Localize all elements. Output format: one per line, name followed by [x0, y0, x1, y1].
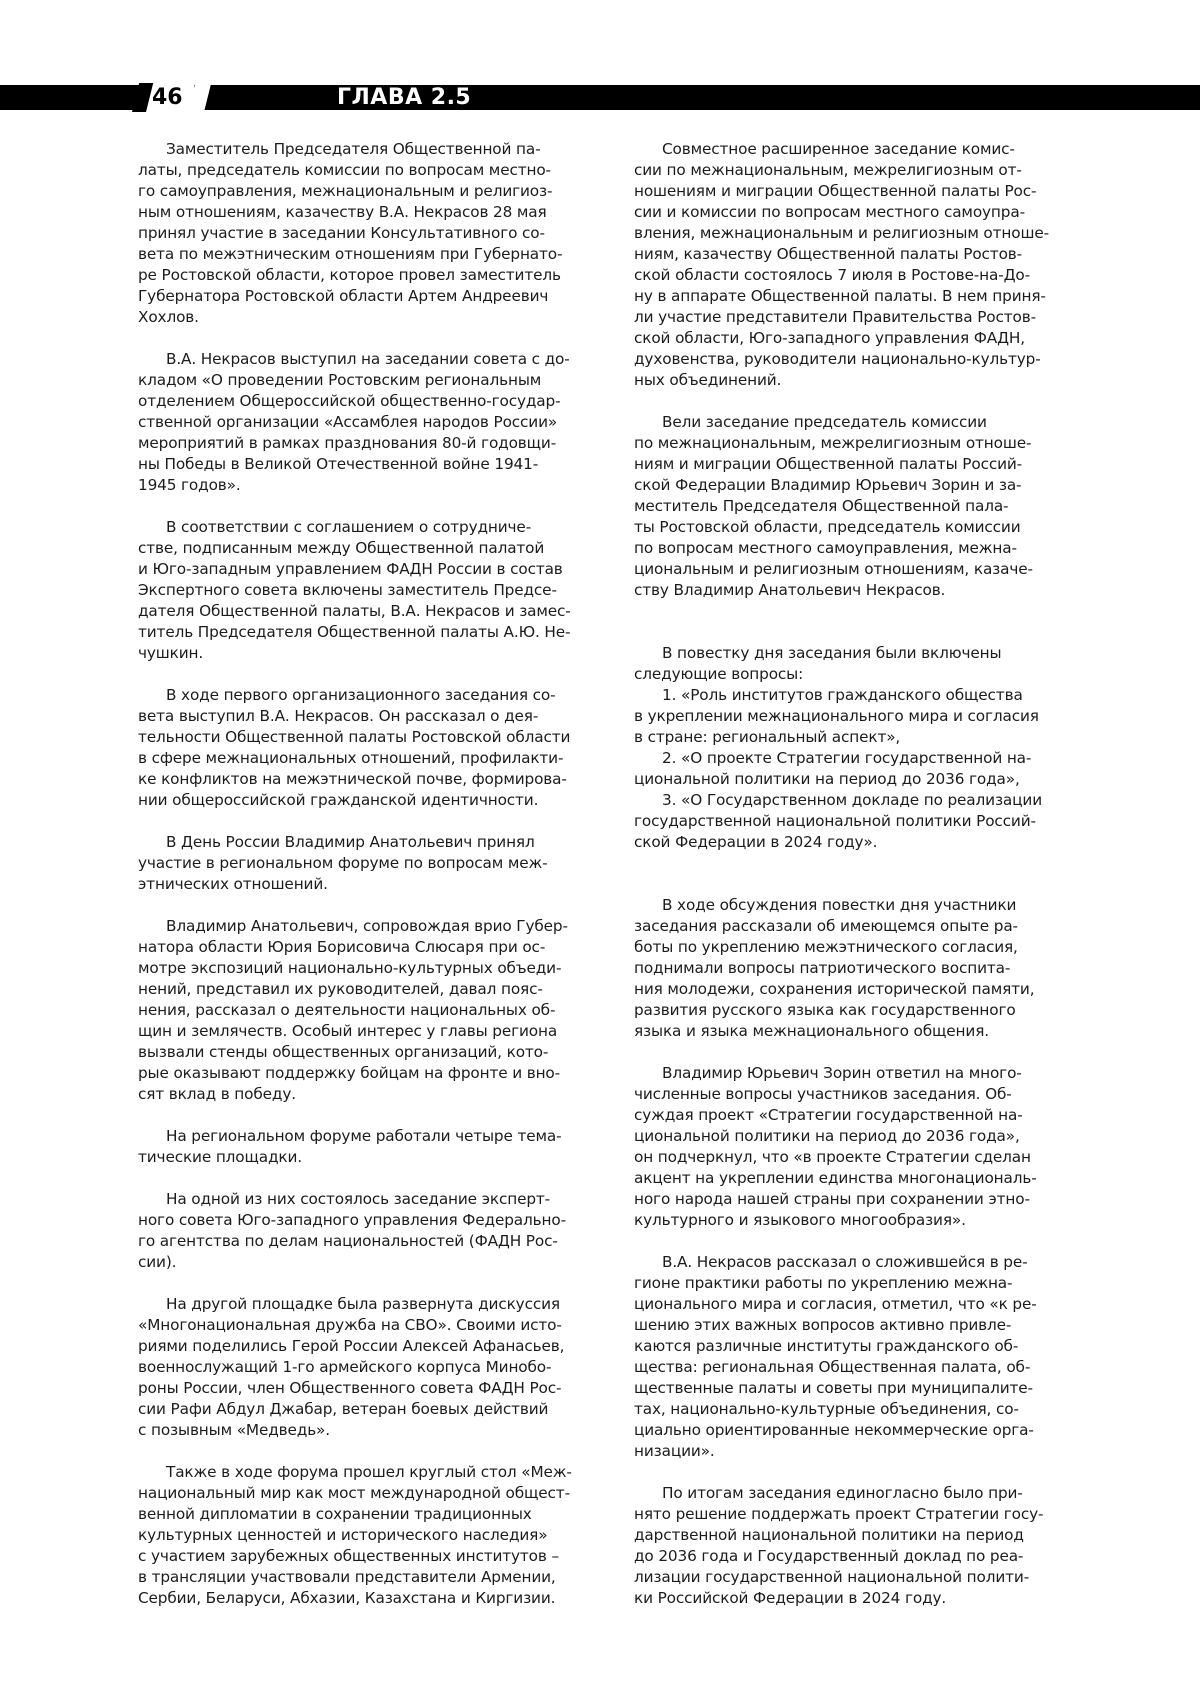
paragraph: В.А. Некрасов выступил на заседании совета с до- кладом «О проведении Ростовским региональным отделением Общероссийской общественно-государ- ственной организации «Ассамблея народов России» мероприятий в рамках празднования 80-й годовщи- ны Победы в Великой Отечественной войне 1941- 1945 годов».: [138, 350, 570, 494]
paragraph: Владимир Юрьевич Зорин ответил на много- численные вопросы участников заседания. Об- суждая проект «Стратегии государственной на- циональной политики на период до 2036 года», он подчеркнул, что «в проекте Стратегии сделан акцент на укреплении единства многонациональ- ного народа нашей страны при сохранении этно- культурного и языкового многообразия».: [634, 1064, 1037, 1229]
paragraph: В День России Владимир Анатольевич принял участие в региональном форуме по вопросам меж- этнических отношений.: [138, 833, 548, 893]
agenda-item: 3. «О Государственном докладе по реализации государственной национальной политики Россий- ской Федерации в 2024 году».: [634, 791, 1043, 851]
agenda-list: [634, 643, 1074, 853]
paragraph: На другой площадке была развернута дискуссия «Многонациональная дружба на СВО». Своими исто- риями поделились Герой России Алексей Афанасьев, военнослужащий 1-го армейского корпуса Минобо- роны России, член Общественного совета ФАДН Рос- сии Рафи Абдул Джабар, ветеран боевых действий с позывным «Медведь».: [138, 1295, 565, 1439]
paragraph: Заместитель Председателя Общественной па- латы, председатель комиссии по вопросам местно- го самоуправления, межнациональным и религиоз- ным отношениям, казачеству В.А. Некрасов 28 мая принял участие в заседании Консультативного со- вета по межэтническим отношениям при Губернато- ре Ростовской области, которое провел заместитель Губернатора Ростовской области Артем Андреевич Хохлов.: [138, 140, 563, 326]
page-number: 46: [152, 85, 183, 110]
paragraph: Также в ходе форума прошел круглый стол «Меж- национальный мир как мост международной общест- венной дипломатии в сохранении традиционных культурных ценностей и исторического наследия» с участием зарубежных общественных институтов – в трансляции участвовали представители Армении, Сербии, Беларуси, Абхазии, Казахстана и Киргизии.: [138, 1463, 572, 1607]
agenda-item: 2. «О проекте Стратегии государственной на- циональной политики на период до 2036 года»,: [634, 749, 1032, 788]
paragraph: Вели заседание председатель комиссии по межнациональным, межрелигиозным отноше- ниям и миграции Общественной палаты Россий- ской Федерации Владимир Юрьевич Зорин и за- меститель Председателя Общественной пала- ты Ростовской области, председатель комиссии по вопросам местного самоуправления, межна- циональным и религиозным отношениям, казаче- ству Владимир Анатольевич Некрасов.: [634, 413, 1033, 599]
paragraph: В ходе первого организационного заседания со- вета выступил В.А. Некрасов. Он рассказал о дея- тельности Общественной палаты Ростовской области в сфере межнациональных отношений, профилакти- ке конфликтов на межэтнической почве, формирова- нии общероссийской гражданской идентичности.: [138, 686, 571, 809]
left-column: [138, 139, 596, 1630]
paragraph: На региональном форуме работали четыре тема- тические площадки.: [138, 1127, 562, 1166]
paragraph: В соответствии с соглашением о сотрудниче- стве, подписанным между Общественной палатой и Юго-западным управлением ФАДН России в состав Экспертного совета включены заместитель Предсе- дателя Общественной палаты, В.А. Некрасов и замес- титель Председателя Общественной палаты А.Ю. Не- чушкин.: [138, 518, 571, 662]
right-column: [634, 139, 1074, 1630]
paragraph: Владимир Анатольевич, сопровождая врио Губер- натора области Юрия Борисовича Слюсаря при ос- мотре экспозиций национально-культурных объеди- нений, представил их руководителей, давал пояс- нения, рассказал о деятельности национальных об- щин и землячеств. Особый интерес у главы региона вызвали стенды общественных организаций, кото- рые оказывают поддержку бойцам на фронте и вно- сят вклад в победу.: [138, 917, 568, 1103]
agenda-item: 1. «Роль институтов гражданского общества в укреплении межнационального мира и согласия в стране: региональный аспект»,: [634, 686, 1039, 746]
paragraph: На одной из них состоялось заседание эксперт- ного совета Юго-западного управления Федерально- го агентства по делам национальностей (ФАДН Рос- сии).: [138, 1190, 566, 1271]
paragraph: Совместное расширенное заседание комис- сии по межнациональным, межрелигиозным от- ношениям и миграции Общественной палаты Рос- сии и комиссии по вопросам местного самоупра- вления, межнациональным и религиозным отноше- ниям, казачеству Общественной палаты Ростов- ской области состоялось 7 июля в Ростове-на-До- ну в аппарате Общественной палаты. В нем приня- ли участие представители Правительства Ростов- ской области, Юго-западного управления ФАДН, духовенства, руководители национально-культур- ных объединений.: [634, 140, 1049, 389]
paragraph: В ходе обсуждения повестки дня участники заседания рассказали об имеющемся опыте ра- боты по укреплению межэтнического согласия, поднимали вопросы патриотического воспита- ния молодежи, сохранения исторической памяти, развития русского языка как государственного языка и языка межнационального общения.: [634, 896, 1035, 1040]
paragraph: По итогам заседания единогласно было при- нято решение поддержать проект Стратегии госу- дарственной национальной политики на период до 2036 года и Государственный доклад по реа- лизации государственной национальной полити- ки Российской Федерации в 2024 году.: [634, 1484, 1044, 1607]
agenda-intro: В повестку дня заседания были включены следующие вопросы:: [634, 644, 1002, 683]
chapter-title: ГЛАВА 2.5: [337, 85, 472, 110]
paragraph: В.А. Некрасов рассказал о сложившейся в ре- гионе практики работы по укреплению межна- ционального мира и согласия, отметил, что «к ре- шению этих важных вопросов активно привле- каются различные институты гражданского об- щества: региональная Общественная палата, об- щественные палаты и советы при муниципалите- тах, национально-культурные объединения, со- циально ориентированные некоммерческие орга- низации».: [634, 1253, 1037, 1460]
